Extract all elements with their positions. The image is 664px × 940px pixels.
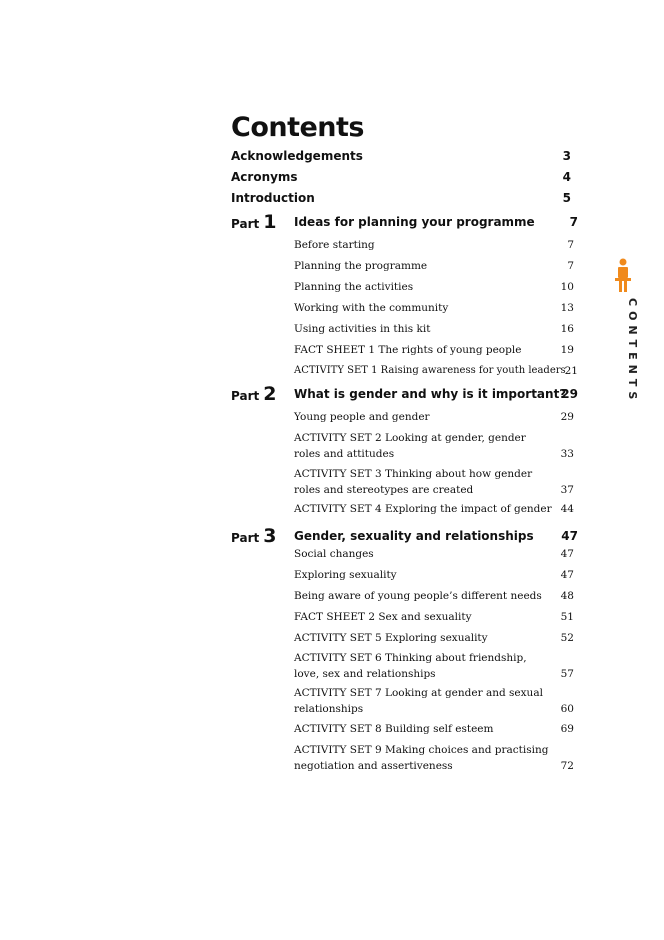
toc-entry[interactable]: ACTIVITY SET 1 Raising awareness for youth leaders 21 (294, 365, 578, 377)
part-3-label: Part 3 (231, 525, 277, 547)
part-number: 1 (263, 211, 277, 233)
toc-entry[interactable]: ACTIVITY SET 4 Exploring the impact of gender 44 (294, 503, 574, 515)
toc-page-number: 7 (569, 215, 578, 229)
person-icon (615, 258, 631, 292)
toc-page-number: 4 (562, 170, 571, 184)
part-heading-text: Ideas for planning your programme (294, 215, 535, 229)
toc-entry-acknowledgements[interactable] (231, 149, 571, 163)
part-2-label: Part 2 (231, 383, 277, 405)
toc-entry[interactable]: FACT SHEET 2 Sex and sexuality 51 (294, 611, 574, 623)
toc-label: Acronyms (231, 170, 298, 184)
part-1-label: Part 1 (231, 211, 277, 233)
toc-entry[interactable]: Working with the community 13 (294, 302, 574, 314)
toc-entry[interactable]: ACTIVITY SET 6 Thinking about friendship, love, sex and relationships 57 (294, 652, 574, 680)
part-heading-text: What is gender and why is it important? (294, 387, 567, 401)
toc-entry[interactable]: Being aware of young people’s different needs 48 (294, 590, 574, 602)
toc-entry[interactable]: Using activities in this kit 16 (294, 323, 574, 335)
toc-entry[interactable]: Exploring sexuality 47 (294, 569, 574, 581)
toc-entry[interactable]: Before starting 7 (294, 239, 574, 251)
part-2-heading[interactable] (294, 387, 578, 401)
side-section-label: CONTENTS (626, 298, 639, 405)
toc-entry[interactable]: Social changes 47 (294, 548, 574, 560)
toc-page-number: 3 (562, 149, 571, 163)
part-heading-text: Gender, sexuality and relationships (294, 529, 534, 543)
part-number: 2 (263, 383, 277, 405)
toc-page-number: 47 (561, 529, 578, 543)
toc-page-number: 5 (562, 191, 571, 205)
part-1-heading[interactable] (294, 215, 578, 229)
toc-entry[interactable]: FACT SHEET 1 The rights of young people 19 (294, 344, 574, 356)
toc-entry[interactable]: Planning the programme 7 (294, 260, 574, 272)
part-3-heading[interactable] (294, 529, 578, 543)
part-number: 3 (263, 525, 277, 547)
toc-entry-acronyms[interactable] (231, 170, 571, 184)
toc-entry[interactable]: Young people and gender 29 (294, 411, 574, 423)
toc-entry-introduction[interactable] (231, 191, 571, 205)
page-title: Contents (231, 112, 365, 143)
toc-page-number: 29 (561, 387, 578, 401)
toc-entry[interactable]: ACTIVITY SET 2 Looking at gender, gender roles and attitudes 33 (294, 432, 574, 460)
toc-label: Introduction (231, 191, 315, 205)
toc-entry[interactable]: ACTIVITY SET 8 Building self esteem 69 (294, 723, 574, 735)
toc-entry[interactable]: ACTIVITY SET 9 Making choices and practising negotiation and assertiveness 72 (294, 744, 574, 772)
toc-label: Acknowledgements (231, 149, 363, 163)
toc-entry[interactable]: ACTIVITY SET 3 Thinking about how gender roles and stereotypes are created 37 (294, 468, 574, 496)
toc-entry[interactable]: Planning the activities 10 (294, 281, 574, 293)
toc-entry[interactable]: ACTIVITY SET 5 Exploring sexuality 52 (294, 632, 574, 644)
toc-entry[interactable]: ACTIVITY SET 7 Looking at gender and sexual relationships 60 (294, 687, 574, 715)
